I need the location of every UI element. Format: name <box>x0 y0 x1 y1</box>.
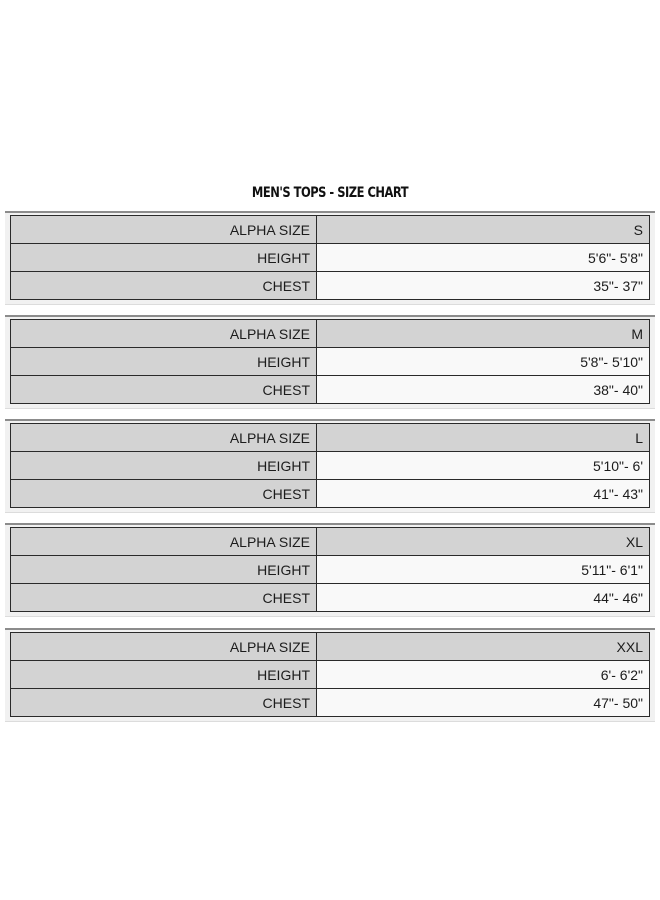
alpha-size-value: S <box>317 216 650 244</box>
alpha-size-row <box>11 633 650 661</box>
height-label: HEIGHT <box>11 661 317 689</box>
alpha-size-label: ALPHA SIZE <box>11 633 317 661</box>
chest-label: CHEST <box>11 376 317 404</box>
size-table-s <box>5 211 655 305</box>
chest-row <box>11 584 650 612</box>
alpha-size-row <box>11 216 650 244</box>
alpha-size-label: ALPHA SIZE <box>11 528 317 556</box>
alpha-size-value: XL <box>317 528 650 556</box>
size-table-xxl <box>5 628 655 722</box>
page-title: MEN'S TOPS - SIZE CHART <box>251 185 409 201</box>
size-table-xl <box>5 523 655 617</box>
alpha-size-label: ALPHA SIZE <box>11 320 317 348</box>
height-value: 6'- 6'2" <box>317 661 650 689</box>
alpha-size-value: L <box>317 424 650 452</box>
chest-row <box>11 376 650 404</box>
alpha-size-label: ALPHA SIZE <box>11 424 317 452</box>
height-row <box>11 661 650 689</box>
height-value: 5'6"- 5'8" <box>317 244 650 272</box>
alpha-size-value: M <box>317 320 650 348</box>
chest-label: CHEST <box>11 689 317 717</box>
height-value: 5'11"- 6'1" <box>317 556 650 584</box>
alpha-size-row <box>11 528 650 556</box>
size-table-m <box>5 315 655 409</box>
chest-value: 38"- 40" <box>317 376 650 404</box>
height-row <box>11 556 650 584</box>
chest-label: CHEST <box>11 480 317 508</box>
height-row <box>11 348 650 376</box>
chest-label: CHEST <box>11 272 317 300</box>
size-table-l <box>5 419 655 513</box>
alpha-size-value: XXL <box>317 633 650 661</box>
height-label: HEIGHT <box>11 556 317 584</box>
height-value: 5'10"- 6' <box>317 452 650 480</box>
height-label: HEIGHT <box>11 452 317 480</box>
height-label: HEIGHT <box>11 348 317 376</box>
chest-label: CHEST <box>11 584 317 612</box>
height-label: HEIGHT <box>11 244 317 272</box>
height-value: 5'8"- 5'10" <box>317 348 650 376</box>
chest-row <box>11 272 650 300</box>
alpha-size-row <box>11 424 650 452</box>
height-row <box>11 244 650 272</box>
chest-value: 41"- 43" <box>317 480 650 508</box>
chest-row <box>11 480 650 508</box>
chest-value: 35"- 37" <box>317 272 650 300</box>
alpha-size-row <box>11 320 650 348</box>
height-row <box>11 452 650 480</box>
chest-value: 44"- 46" <box>317 584 650 612</box>
chest-row <box>11 689 650 717</box>
alpha-size-label: ALPHA SIZE <box>11 216 317 244</box>
chest-value: 47"- 50" <box>317 689 650 717</box>
